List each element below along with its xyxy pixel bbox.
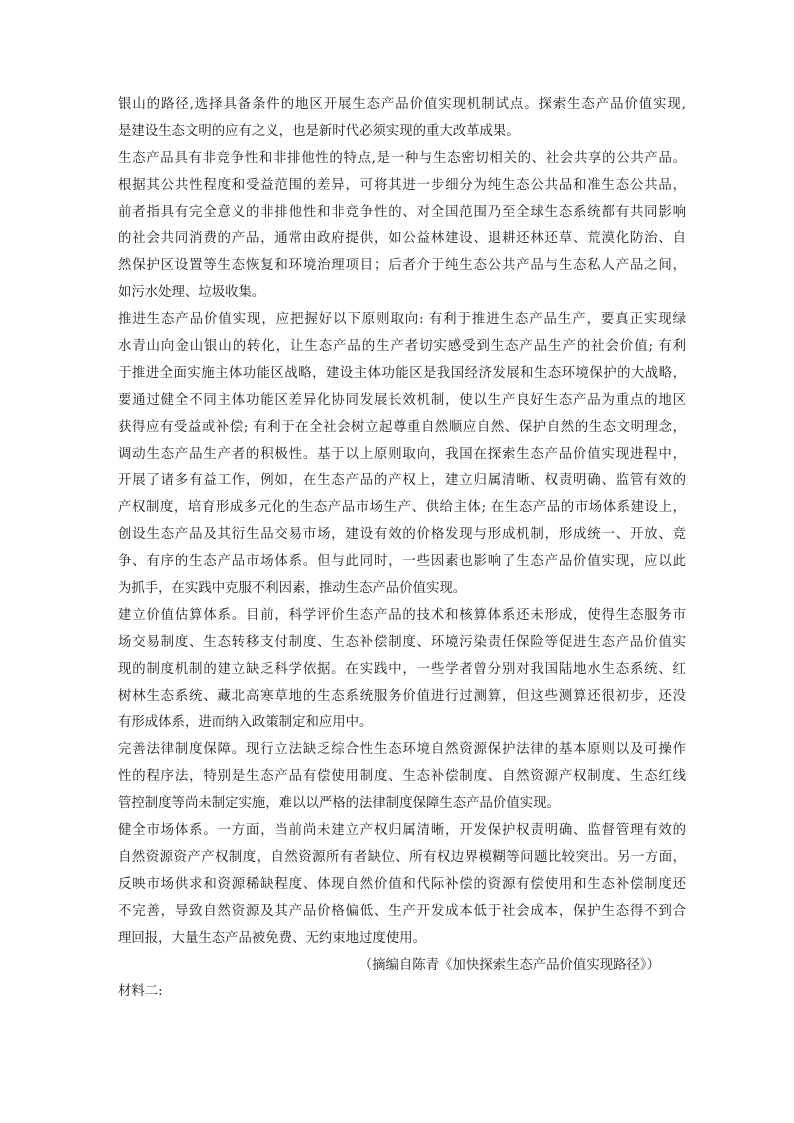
text-line: 要通过健全不同主体功能区差异化协同发展长效机制，使以生产良好生态产品为重点的地区 (118, 392, 686, 408)
text-line: 推进生态产品价值实现，应把握好以下原则取向: 有利于推进生态产品生产，要真正实现绿 (118, 312, 686, 328)
paragraph-4 (118, 603, 686, 737)
paragraph-6 (118, 818, 686, 952)
text-line: 不完善，导致自然资源及其产品价格偏低、生产开发成本低于社会成本，保护生态得不到合 (118, 903, 686, 919)
text-line: 完善法律制度保障。现行立法缺乏综合性生态环境自然资源保护法律的基本原则以及可操作 (118, 742, 686, 758)
paragraph-1 (118, 92, 686, 146)
text-line: 创设生态产品及其衍生品交易市场，建设有效的价格发现与形成机制，形成统一、开放、竞 (118, 527, 686, 543)
paragraph-3 (118, 307, 686, 603)
text-line: 根据其公共性程度和受益范围的差异，可将其进一步细分为纯生态公共品和准生态公共品， (118, 177, 686, 193)
text-line: 开展了诸多有益工作，例如，在生态产品的产权上，建立归属清晰、权责明确、监管有效的 (118, 473, 686, 489)
text-line: 理回报，大量生态产品被免费、无约束地过度使用。 (118, 930, 426, 946)
text-line: 调动生态产品生产者的积极性。基于以上原则取向，我国在探索生态产品价值实现进程中， (118, 446, 686, 462)
text-line: 争、有序的生态产品市场体系。但与此同时，一些因素也影响了生态产品价值实现，应以此 (118, 554, 686, 570)
text-line: 于推进全面实施主体功能区战略，建设主体功能区是我国经济发展和生态环境保护的大战略， (118, 365, 686, 381)
text-line: 产权制度，培育形成多元化的生态产品市场生产、供给主体; 在生态产品的市场体系建设上， (118, 500, 686, 516)
text-line: 银山的路径,选择具备条件的地区开展生态产品价值实现机制试点。探索生态产品价值实现, (118, 97, 686, 112)
text-line: 是建设生态文明的应有之义，也是新时代必须实现的重大改革成果。 (118, 123, 520, 139)
text-line: 为抓手，在实践中克服不利因素，推动生态产品价值实现。 (118, 581, 467, 597)
text-line: 建立价值估算体系。目前，科学评价生态产品的技术和核算体系还未形成，使得生态服务市 (118, 607, 686, 623)
text-line: 生态产品具有非竞争性和非排他性的特点,是一种与生态密切相关的、社会共享的公共产品。 (118, 150, 686, 166)
material-label: 材料二: (118, 984, 163, 1000)
paragraph-2 (118, 146, 686, 307)
text-line: 树林生态系统、藏北高寒草地的生态系统服务价值进行过测算，但这些测算还很初步，还没 (118, 688, 686, 704)
text-line: 反映市场供求和资源稀缺程度、体现自然价值和代际补偿的资源有偿使用和生态补偿制度还 (118, 876, 686, 892)
text-line: 如污水处理、垃圾收集。 (118, 285, 266, 301)
text-line: 管控制度等尚未制定实施，难以以严格的法律制度保障生态产品价值实现。 (118, 796, 560, 812)
text-line: 场交易制度、生态转移支付制度、生态补偿制度、环境污染责任保险等促进生态产品价值实 (118, 634, 686, 650)
text-line: 的社会共同消费的产品，通常由政府提供，如公益林建设、退耕还林还草、荒漠化防治、自 (118, 231, 686, 247)
source-citation: （摘编自陈青《加快探索生态产品价值实现路径》） (358, 957, 660, 973)
paragraph-5 (118, 737, 686, 818)
text-line: 自然资源资产产权制度，自然资源所有者缺位、所有权边界模糊等问题比较突出。另一方面， (118, 849, 686, 865)
text-line: 水青山向金山银山的转化，让生态产品的生产者切实感受到生态产品生产的社会价值; 有利 (118, 339, 686, 355)
text-line: 健全市场体系。一方面，当前尚未建立产权归属清晰，开发保护权责明确、监督管理有效的 (118, 823, 686, 839)
text-line: 性的程序法，特别是生态产品有偿使用制度、生态补偿制度、自然资源产权制度、生态红线 (118, 769, 686, 785)
text-line: 然保护区设置等生态恢复和环境治理项目；后者介于纯生态公共产品与生态私人产品之间， (118, 258, 686, 274)
text-line: 有形成体系，进而纳入政策制定和应用中。 (118, 715, 373, 731)
text-line: 前者指具有完全意义的非排他性和非竞争性的、对全国范围乃至全球生态系统都有共同影响 (118, 204, 686, 220)
document-body (118, 92, 686, 1006)
text-line: 获得应有受益或补偿; 有利于在全社会树立起尊重自然顺应自然、保护自然的生态文明理念， (118, 419, 686, 435)
text-line: 现的制度机制的建立缺乏科学依据。在实践中，一些学者曾分别对我国陆地水生态系统、红 (118, 661, 686, 677)
